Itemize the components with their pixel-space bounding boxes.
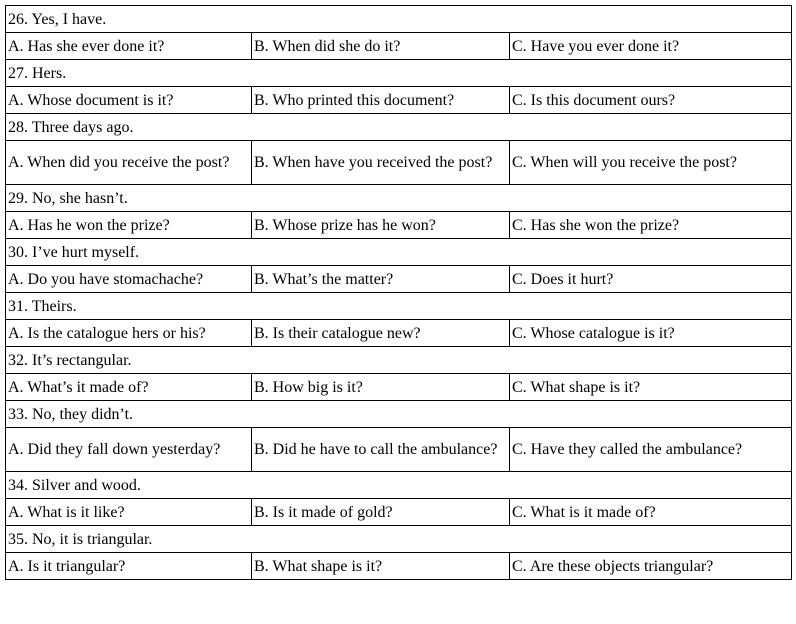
question-prompt: No, it is triangular. (32, 530, 153, 548)
question-cell (6, 401, 792, 428)
options-row (6, 553, 792, 580)
option-b: B. When have you received the post? (252, 141, 510, 185)
option-b: B. Is it made of gold? (252, 499, 510, 526)
question-number: 33. (8, 405, 28, 423)
quiz-table (5, 5, 792, 580)
option-b: B. Whose prize has he won? (252, 212, 510, 239)
question-prompt: Silver and wood. (32, 476, 141, 494)
option-c: C. Whose catalogue is it? (510, 320, 792, 347)
options-row (6, 87, 792, 114)
question-number: 29. (8, 189, 28, 207)
option-c: C. Have they called the ambulance? (510, 428, 792, 472)
option-c: C. When will you receive the post? (510, 141, 792, 185)
question-row (6, 472, 792, 499)
question-cell (6, 526, 792, 553)
question-prompt: Three days ago. (31, 118, 134, 136)
question-prompt: Yes, I have. (31, 10, 107, 28)
question-number: 32. (8, 351, 28, 369)
question-row (6, 6, 792, 33)
question-cell (6, 60, 792, 87)
option-a: A. When did you receive the post? (6, 141, 252, 185)
question-number: 28. (8, 118, 28, 136)
question-prompt: It’s rectangular. (32, 351, 132, 369)
question-prompt: I’ve hurt myself. (32, 243, 140, 261)
question-row (6, 401, 792, 428)
options-row (6, 141, 792, 185)
question-number: 27. (8, 64, 28, 82)
question-row (6, 239, 792, 266)
question-row (6, 347, 792, 374)
question-cell (6, 293, 792, 320)
option-c: C. Are these objects triangular? (510, 553, 792, 580)
options-row (6, 212, 792, 239)
option-a: A. Did they fall down yesterday? (6, 428, 252, 472)
options-row (6, 428, 792, 472)
question-cell (6, 185, 792, 212)
question-prompt: Hers. (32, 64, 67, 82)
option-b: B. Did he have to call the ambulance? (252, 428, 510, 472)
options-row (6, 33, 792, 60)
question-cell (6, 472, 792, 499)
options-row (6, 499, 792, 526)
option-a: A. Has he won the prize? (6, 212, 252, 239)
options-row (6, 266, 792, 293)
question-prompt: No, she hasn’t. (32, 189, 128, 207)
options-row (6, 320, 792, 347)
option-c: C. What is it made of? (510, 499, 792, 526)
question-number: 34. (8, 476, 28, 494)
question-cell (6, 6, 792, 33)
question-cell (6, 347, 792, 374)
option-b: B. What’s the matter? (252, 266, 510, 293)
question-row (6, 60, 792, 87)
option-c: C. Is this document ours? (510, 87, 792, 114)
question-number: 31. (8, 297, 28, 315)
option-a: A. What is it like? (6, 499, 252, 526)
option-b: B. Who printed this document? (252, 87, 510, 114)
question-prompt: No, they didn’t. (32, 405, 134, 423)
option-a: A. Whose document is it? (6, 87, 252, 114)
option-c: C. What shape is it? (510, 374, 792, 401)
option-c: C. Has she won the prize? (510, 212, 792, 239)
question-number: 26. (8, 10, 28, 28)
option-a: A. What’s it made of? (6, 374, 252, 401)
question-row (6, 185, 792, 212)
option-b: B. How big is it? (252, 374, 510, 401)
option-c: C. Does it hurt? (510, 266, 792, 293)
option-b: B. When did she do it? (252, 33, 510, 60)
options-row (6, 374, 792, 401)
option-a: A. Has she ever done it? (6, 33, 252, 60)
question-cell (6, 114, 792, 141)
question-row (6, 293, 792, 320)
question-number: 35. (8, 530, 28, 548)
question-number: 30. (8, 243, 28, 261)
question-row (6, 526, 792, 553)
option-a: A. Do you have stomachache? (6, 266, 252, 293)
question-row (6, 114, 792, 141)
question-cell (6, 239, 792, 266)
option-a: A. Is the catalogue hers or his? (6, 320, 252, 347)
option-c: C. Have you ever done it? (510, 33, 792, 60)
option-a: A. Is it triangular? (6, 553, 252, 580)
option-b: B. Is their catalogue new? (252, 320, 510, 347)
option-b: B. What shape is it? (252, 553, 510, 580)
question-prompt: Theirs. (31, 297, 77, 315)
